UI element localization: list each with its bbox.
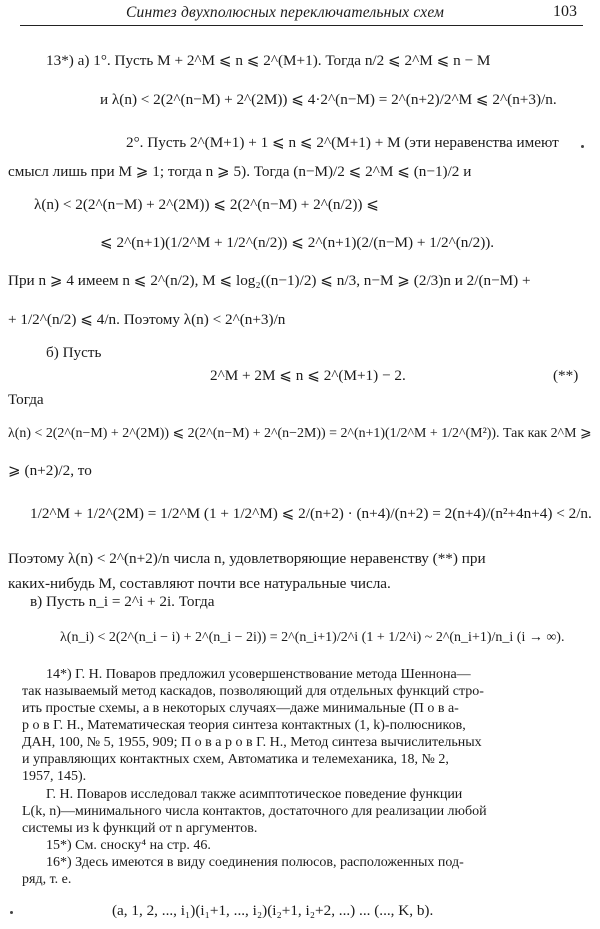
- para-2deg-line2-text: смысл лишь при M ⩾ 1; тогда n ⩾ 5). Тогда (n−M)/2 ⩽ 2^M ⩽ (n−1)/2 и: [8, 163, 472, 180]
- equation-c2: [8, 462, 92, 479]
- note-13a-line2-text: и λ(n) < 2(2^(n−M) + 2^(2M)) ⩽ 4·2^(n−M) = 2^(n+2)/2^M ⩽ 2^(n+3)/n.: [100, 91, 557, 108]
- note-14-line1: [46, 667, 471, 683]
- note-14-line3-text: ить простые схемы, а в некоторых случаях—даже минимальные (П о в а-: [22, 701, 459, 716]
- note-14-line2-text: так называемый метод каскадов, позволяющий для отдельных функций стро-: [22, 684, 484, 699]
- equation-star-star: [210, 367, 406, 384]
- para-n4-line1-text: При n ⩾ 4 имеем n ⩽ 2^(n/2), M ⩽ log₂((n−1)/2) ⩽ n/3, n−M ⩾ (2/3)n и 2/(n−M) +: [8, 272, 531, 289]
- note-16-line1: [46, 855, 464, 871]
- note-14-line7: [22, 769, 86, 785]
- case-v-line: [30, 593, 214, 610]
- print-speck: [10, 911, 13, 914]
- equation-v: [60, 630, 564, 646]
- note-14-line6: [22, 752, 449, 768]
- note-13a-line1-text: 13*) а) 1°. Пусть M + 2^M ⩽ n ⩽ 2^(M+1). Тогда n/2 ⩽ 2^M ⩽ n − M: [46, 52, 491, 69]
- para-therefore-line2: [8, 575, 391, 592]
- note-14-line5: [22, 735, 482, 751]
- para-2deg-line2: [8, 163, 471, 180]
- togda-label-text: Тогда: [8, 391, 44, 408]
- para-n4-line2-text: + 1/2^(n/2) ⩽ 4/n. Поэтому λ(n) < 2^(n+3)/n: [8, 311, 286, 328]
- note-15: [46, 838, 211, 854]
- page-number: 103: [553, 3, 577, 20]
- note-14-line4-text: р о в Г. Н., Математическая теория синтеза контактных (1, k)-полюсников,: [22, 718, 466, 733]
- equation-2b-text: ⩽ 2^(n+1)(1/2^M + 1/2^(n/2)) ⩽ 2^(n+1)(2/(n−M) + 1/2^(n/2)).: [100, 234, 495, 251]
- para-n4-line2: [8, 311, 285, 328]
- note-14-line8-text: Г. Н. Поваров исследовал также асимптотическое поведение функции: [46, 787, 463, 802]
- note-14-line3: [22, 701, 459, 717]
- equation-d: [30, 505, 592, 522]
- para-2deg-line1-text: 2°. Пусть 2^(M+1) + 1 ⩽ n ⩽ 2^(M+1) + M (эти неравенства имеют: [126, 134, 559, 151]
- running-header-title: Синтез двухполюсных переключательных схем: [126, 4, 445, 21]
- equation-tag-text: (**): [553, 367, 579, 384]
- para-2deg-line1: [126, 134, 559, 151]
- note-13a-line2: [100, 91, 557, 108]
- header-rule: [20, 25, 583, 26]
- note-14-line9: [22, 804, 487, 820]
- equation-star-star-text: 2^M + 2M ⩽ n ⩽ 2^(M+1) − 2.: [210, 367, 406, 384]
- para-therefore-line2-text: каких-нибудь M, составляют почти все натуральные числа.: [8, 575, 391, 592]
- note-14-line1-text: 14*) Г. Н. Поваров предложил усовершенствование метода Шеннона—: [46, 667, 471, 682]
- note-14-line8: [46, 787, 462, 803]
- equation-c1: [8, 426, 592, 442]
- equation-d-text: 1/2^M + 1/2^(2M) = 1/2^M (1 + 1/2^M) ⩽ 2/(n+2) · (n+4)/(n+2) = 2(n+4)/(n²+4n+4) < 2/n.: [30, 505, 592, 522]
- note-15-text: 15*) См. сноску⁴ на стр. 46.: [46, 838, 211, 853]
- para-therefore-line1-text: Поэтому λ(n) < 2^(n+2)/n числа n, удовлетворяющие неравенству (**) при: [8, 550, 486, 567]
- equation-16-text: (a, 1, 2, ..., i₁)(i₁+1, ..., i₂)(i₂+1, i₂+2, ...) ... (..., K, b).: [112, 902, 434, 919]
- equation-16: [112, 902, 433, 919]
- equation-2a: [34, 196, 379, 213]
- para-therefore-line1: [8, 550, 486, 567]
- equation-tag: [553, 367, 578, 384]
- note-14-line9-text: L(k, n)—минимального числа контактов, достаточного для реализации любой: [22, 804, 487, 819]
- togda-label: [8, 391, 44, 408]
- case-v-line-text: в) Пусть n_i = 2^i + 2i. Тогда: [30, 593, 215, 610]
- note-14-line10-text: системы из k функций от n аргументов.: [22, 821, 258, 836]
- note-14-line2: [22, 684, 484, 700]
- note-14-line4: [22, 718, 466, 734]
- note-16-line2-text: ряд, т. е.: [22, 872, 72, 887]
- note-14-line6-text: и управляющих контактных схем, Автоматика и телемеханика, 18, № 2,: [22, 752, 449, 767]
- note-14-line7-text: 1957, 145).: [22, 769, 87, 784]
- case-b-label-text: б) Пусть: [46, 344, 102, 361]
- note-13a-line1: [46, 52, 490, 69]
- equation-2b: [100, 234, 494, 251]
- equation-c1-text: λ(n) < 2(2^(n−M) + 2^(2M)) ⩽ 2(2^(n−M) + 2^(n−2M)) = 2^(n+1)(1/2^M + 1/2^(M²)). Так как 2^M ⩾: [8, 426, 592, 441]
- print-speck: [581, 145, 584, 148]
- note-14-line5-text: ДАН, 100, № 5, 1955, 909; П о в а р о в Г. Н., Метод синтеза вычислительных: [22, 735, 482, 750]
- para-n4-line1: [8, 272, 531, 289]
- equation-c2-text: ⩾ (n+2)/2, то: [8, 462, 92, 479]
- equation-2a-text: λ(n) < 2(2^(n−M) + 2^(2M)) ⩽ 2(2^(n−M) + 2^(n/2)) ⩽: [34, 196, 379, 213]
- note-14-line10: [22, 821, 257, 837]
- case-b-label: [46, 344, 101, 361]
- equation-v-text: λ(n_i) < 2(2^(n_i − i) + 2^(n_i − 2i)) = 2^(n_i+1)/2^i (1 + 1/2^i) ~ 2^(n_i+1)/n_i (i → ∞).: [60, 630, 565, 645]
- note-16-line2: [22, 872, 71, 888]
- note-16-line1-text: 16*) Здесь имеются в виду соединения полюсов, расположенных под-: [46, 855, 464, 870]
